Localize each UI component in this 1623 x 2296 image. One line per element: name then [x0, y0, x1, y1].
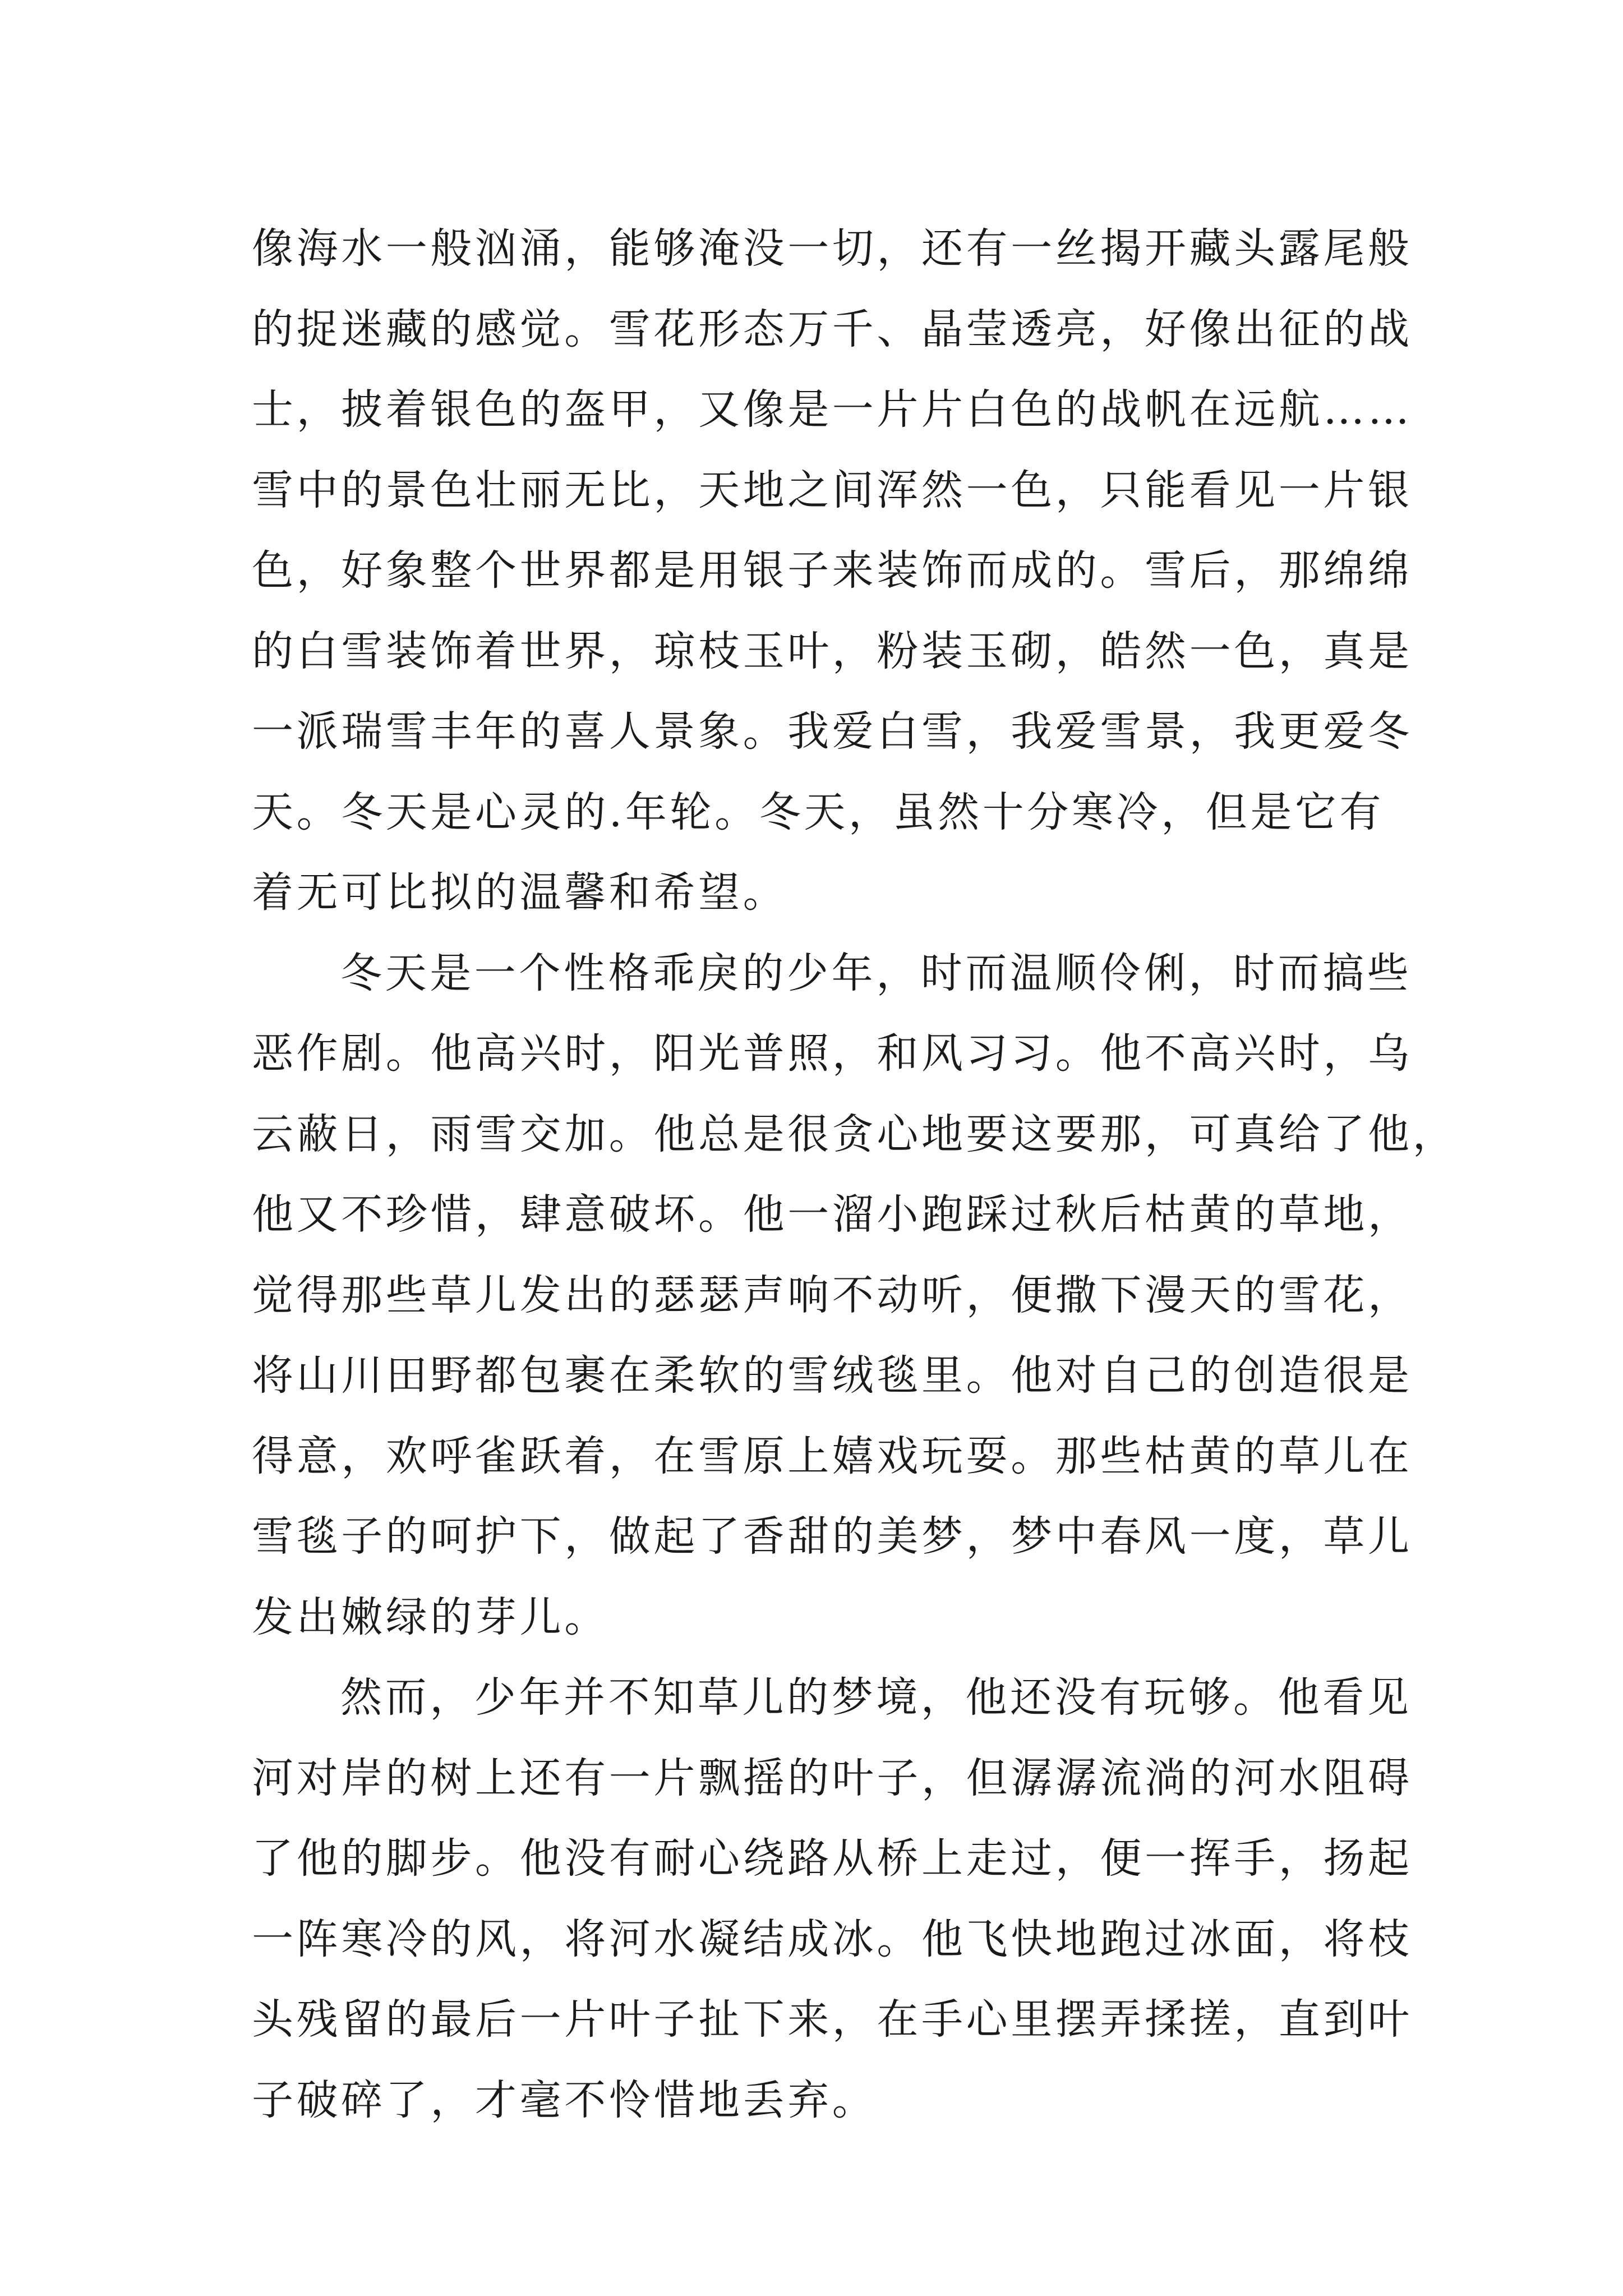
- text-line: 将山川田野都包裹在柔软的雪绒毯里。他对自己的创造很是: [252, 1351, 1413, 1400]
- text-line: 像海水一般汹涌，能够淹没一切，还有一丝揭开藏头露尾般: [252, 224, 1413, 273]
- paragraph-3: [252, 1658, 1413, 2141]
- text-line: 然而，少年并不知草儿的梦境，他还没有玩够。他看见: [340, 1673, 1412, 1722]
- text-line: 色，好象整个世界都是用银子来装饰而成的。雪后，那绵绵: [252, 546, 1413, 595]
- text-line: 一派瑞雪丰年的喜人景象。我爱白雪，我爱雪景，我更爱冬: [252, 707, 1413, 756]
- paragraph-2: [252, 933, 1458, 1658]
- text-line: 恶作剧。他高兴时，阳光普照，和风习习。他不高兴时，乌: [252, 1029, 1413, 1078]
- text-line: 雪中的景色壮丽无比，天地之间浑然一色，只能看见一片银: [252, 466, 1413, 514]
- text-line: 天。冬天是心灵的.年轮。冬天，虽然十分寒冷，但是它有: [252, 788, 1385, 836]
- text-line: 发出嫩绿的芽儿。: [252, 1593, 609, 1641]
- text-line: 他又不珍惜，肆意破坏。他一溜小跑踩过秋后枯黄的草地，: [252, 1190, 1413, 1239]
- text-line: 雪毯子的呵护下，做起了香甜的美梦，梦中春风一度，草儿: [252, 1512, 1413, 1561]
- text-line: 一阵寒冷的风，将河水凝结成冰。他飞快地跑过冰面，将枝: [252, 1915, 1413, 1963]
- document-body: [252, 209, 1458, 2141]
- text-line: 子破碎了，才毫不怜惜地丢弃。: [252, 2076, 877, 2124]
- text-line: 头残留的最后一片叶子扯下来，在手心里摆弄揉搓，直到叶: [252, 1995, 1413, 2044]
- text-line: 云蔽日，雨雪交加。他总是很贪心地要这要那，可真给了他，: [252, 1110, 1458, 1158]
- text-line: 得意，欢呼雀跃着，在雪原上嬉戏玩耍。那些枯黄的草儿在: [252, 1432, 1413, 1480]
- text-line: 了他的脚步。他没有耐心绕路从桥上走过，便一挥手，扬起: [252, 1834, 1413, 1883]
- text-line: 冬天是一个性格乖戾的少年，时而温顺伶俐，时而搞些: [340, 949, 1412, 997]
- text-line: 士，披着银色的盔甲，又像是一片片白色的战帆在远航……: [252, 385, 1413, 434]
- paragraph-1: [252, 209, 1413, 933]
- text-line: 着无可比拟的温馨和希望。: [252, 868, 788, 917]
- text-line: 的捉迷藏的感觉。雪花形态万千、晶莹透亮，好像出征的战: [252, 305, 1413, 353]
- text-line: 觉得那些草儿发出的瑟瑟声响不动听，便撒下漫天的雪花，: [252, 1271, 1413, 1319]
- text-line: 河对岸的树上还有一片飘摇的叶子，但潺潺流淌的河水阻碍: [252, 1754, 1413, 1802]
- text-line: 的白雪装饰着世界，琼枝玉叶，粉装玉砌，皓然一色，真是: [252, 627, 1413, 675]
